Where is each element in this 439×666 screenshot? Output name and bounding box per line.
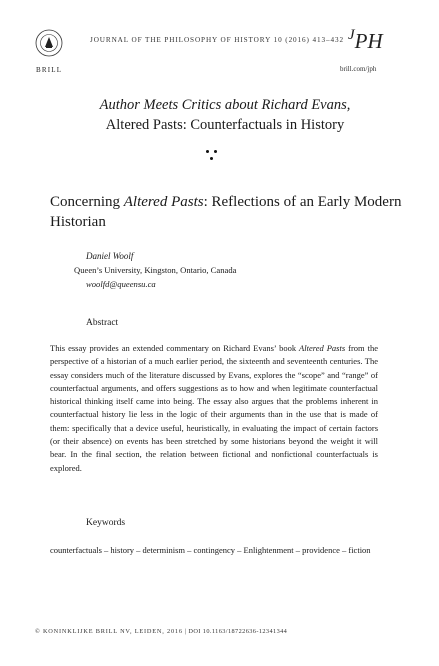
abstract-text-italic: Altered Pasts bbox=[299, 343, 346, 353]
footer bbox=[35, 628, 287, 635]
abstract-text-a: This essay provides an extended commentary on Richard Evans’ book bbox=[50, 343, 300, 353]
footer-copyright: © KONINKLIJKE BRILL NV, LEIDEN, 2016 bbox=[35, 628, 183, 635]
section-subtitle: Altered Pasts: Counterfactuals in History bbox=[105, 117, 345, 133]
journal-logo: $^J$PH bbox=[348, 27, 383, 53]
publisher-name: BRILL bbox=[36, 66, 63, 74]
journal-url[interactable]: brill.com/jph bbox=[340, 65, 377, 73]
keywords-heading: Keywords bbox=[86, 518, 126, 528]
article-title-rest: : Reflections of an Early Modern Historian bbox=[50, 194, 402, 231]
footer-doi[interactable]: DOI 10.1163/18722636-12341344 bbox=[188, 628, 288, 635]
footer-separator: | bbox=[182, 628, 189, 635]
abstract-body bbox=[50, 342, 378, 475]
ornament-dots-icon bbox=[205, 148, 221, 162]
author-email[interactable]: woolfd@queensu.ca bbox=[86, 279, 156, 289]
keywords-list: counterfactuals – history – determinism – contingency – Enlightenment – providence – fiction bbox=[50, 545, 371, 555]
section-title: Author Meets Critics about Richard Evans, bbox=[99, 97, 351, 113]
author-name: Daniel Woolf bbox=[86, 251, 134, 261]
article-title-italic: Altered Pasts bbox=[123, 194, 204, 210]
abstract-heading: Abstract bbox=[86, 318, 119, 328]
author-affiliation: Queen’s University, Kingston, Ontario, Canada bbox=[74, 265, 237, 275]
abstract-text-b: from the perspective of a historian of a much earlier period, the sixteenth and seventeenth centuries. The essay considers much of the literature discussed by Evans, explores the “scope” and “range” of counterfactual arguments, and offers suggestions as to how and when legitimate counterfactual historical thinking itself came into being. The essay also argues that the problems inherent in counterfactual history lie less in the logic of their arguments than in the use that is made of them: specifically that a device useful, heuristically, in evaluating the impact of certain factors (or their absence) on events has been stretched by some historians beyond the weight it will bear. In the final section, the relation between fictional and nonfictional counterfactuals is explored. bbox=[50, 343, 378, 473]
article-title-lead: Concerning bbox=[50, 194, 124, 210]
journal-running-header: JOURNAL OF THE PHILOSOPHY OF HISTORY 10 (2016) 413–432 bbox=[90, 36, 344, 44]
brill-seal-logo bbox=[34, 28, 64, 58]
article-title bbox=[50, 192, 410, 233]
